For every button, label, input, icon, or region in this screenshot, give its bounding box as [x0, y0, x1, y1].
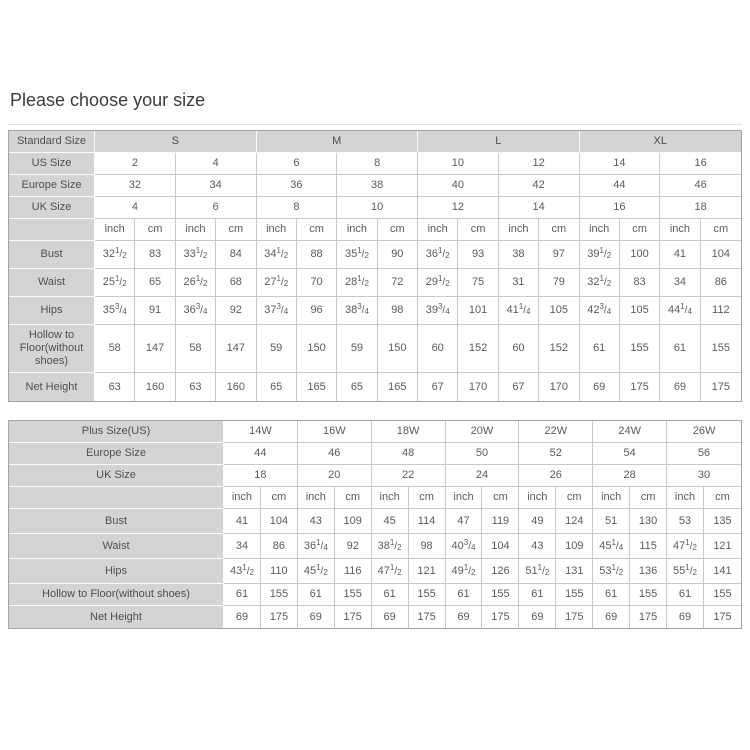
- measure-value-cell: 41$^1$/4: [499, 297, 539, 325]
- size-value-cell: 34: [176, 175, 257, 197]
- measure-value-cell: 136: [630, 559, 667, 584]
- measure-value-cell: 86: [261, 534, 298, 559]
- measure-value-cell: 92: [216, 297, 256, 325]
- size-group-header: L: [418, 131, 580, 153]
- measure-value-cell: 114: [409, 509, 446, 534]
- measure-value-cell: 75: [458, 269, 498, 297]
- measure-value-cell: 90: [378, 241, 418, 269]
- unit-cell: inch: [660, 219, 700, 241]
- standard-size-table-wrapper: [8, 130, 742, 402]
- measure-value-cell: 110: [261, 559, 298, 584]
- measure-value-cell: 96: [297, 297, 337, 325]
- measure-value-cell: 160: [135, 373, 175, 401]
- size-value-cell: 44: [224, 443, 298, 465]
- unit-cell: cm: [458, 219, 498, 241]
- measure-value-cell: 45$^1$/2: [298, 559, 335, 584]
- measure-value-cell: 33$^1$/2: [176, 241, 216, 269]
- page-title: Please choose your size: [10, 90, 206, 110]
- measure-value-cell: 35$^3$/4: [95, 297, 135, 325]
- measure-value-cell: 40$^3$/4: [446, 534, 483, 559]
- row-label: [9, 487, 224, 509]
- measure-value-cell: 109: [556, 534, 593, 559]
- row-label: Hips: [9, 559, 224, 584]
- measure-value-cell: 83: [135, 241, 175, 269]
- measure-value-cell: 35$^1$/2: [337, 241, 377, 269]
- measure-value-cell: 47$^1$/2: [372, 559, 409, 584]
- unit-cell: inch: [580, 219, 620, 241]
- unit-cell: cm: [701, 219, 741, 241]
- measure-value-cell: 155: [620, 325, 660, 373]
- plus-size-table-wrapper: [8, 420, 742, 629]
- measure-value-cell: 175: [261, 606, 298, 628]
- measure-value-cell: 68: [216, 269, 256, 297]
- size-value-cell: 42: [499, 175, 580, 197]
- measure-value-cell: 84: [216, 241, 256, 269]
- measure-value-cell: 70: [297, 269, 337, 297]
- measure-value-cell: 131: [556, 559, 593, 584]
- unit-cell: cm: [482, 487, 519, 509]
- measure-value-cell: 175: [711, 380, 730, 393]
- measure-value-cell: 109: [335, 509, 372, 534]
- unit-cell: inch: [176, 219, 216, 241]
- unit-cell: inch: [337, 219, 377, 241]
- measure-value-cell: 43: [519, 534, 556, 559]
- size-value-cell: 36: [257, 175, 338, 197]
- measure-value-cell: 31: [499, 269, 539, 297]
- unit-cell: inch: [499, 219, 539, 241]
- measure-value-cell: 121: [409, 559, 446, 584]
- measure-value-cell: 86: [701, 269, 741, 297]
- measure-value-cell: 130: [630, 509, 667, 534]
- size-value-cell: 10: [418, 153, 499, 175]
- size-value-cell: 40: [418, 175, 499, 197]
- size-value-cell: 12: [499, 153, 580, 175]
- measure-value-cell: 43$^1$/2: [224, 559, 261, 584]
- unit-cell: inch: [519, 487, 556, 509]
- measure-value-cell: 175: [713, 610, 732, 623]
- size-value-cell: 28: [593, 465, 667, 487]
- measure-value-cell: 83: [620, 269, 660, 297]
- row-label: Hollow to Floor(without shoes): [9, 584, 224, 606]
- measure-value-cell: 61: [593, 584, 630, 606]
- size-value-cell: 26W: [667, 421, 741, 443]
- size-value-cell: 16: [580, 197, 661, 219]
- measure-value-cell: 61: [660, 325, 700, 373]
- measure-value-cell: 41: [660, 241, 700, 269]
- unit-cell: inch: [593, 487, 630, 509]
- unit-cell: inch: [298, 487, 335, 509]
- measure-value-cell: 49$^1$/2: [446, 559, 483, 584]
- measure-value-cell: 36$^1$/4: [298, 534, 335, 559]
- unit-cell: inch: [667, 487, 704, 509]
- measure-value-cell: 175: [620, 373, 660, 401]
- measure-value-cell: 38$^1$/2: [372, 534, 409, 559]
- size-value-cell: 24W: [593, 421, 667, 443]
- measure-value-cell: 69: [593, 606, 630, 628]
- size-value-cell: 30: [667, 465, 741, 487]
- measure-value-cell: 175: [630, 606, 667, 628]
- measure-value-cell: 63: [176, 373, 216, 401]
- measure-value-cell: 69: [667, 606, 704, 628]
- unit-cell: inch: [418, 219, 458, 241]
- unit-cell: cm: [704, 487, 741, 509]
- size-value-cell: 20W: [446, 421, 520, 443]
- measure-value-cell: 175: [409, 606, 446, 628]
- size-group-header: XL: [580, 131, 742, 153]
- measure-value-cell: 58: [95, 325, 135, 373]
- measure-value-cell: 61: [224, 584, 261, 606]
- measure-value-cell: 175: [335, 606, 372, 628]
- measure-value-cell: 26$^1$/2: [176, 269, 216, 297]
- size-value-cell: 20: [298, 465, 372, 487]
- measure-value-cell: 126: [482, 559, 519, 584]
- measure-value-cell: 60: [499, 325, 539, 373]
- measure-value-cell: 51: [593, 509, 630, 534]
- size-value-cell: 18: [224, 465, 298, 487]
- measure-value-cell: 97: [539, 241, 579, 269]
- size-value-cell: 46: [660, 175, 741, 197]
- measure-value-cell: 61: [667, 584, 704, 606]
- measure-value-cell: 53$^1$/2: [593, 559, 630, 584]
- size-value-cell: 8: [337, 153, 418, 175]
- measure-value-cell: 175: [482, 606, 519, 628]
- size-value-cell: 26: [519, 465, 593, 487]
- size-value-cell: 48: [372, 443, 446, 465]
- size-value-cell: 16W: [298, 421, 372, 443]
- measure-value-cell: 79: [539, 269, 579, 297]
- unit-cell: cm: [378, 219, 418, 241]
- measure-value-cell: 39$^3$/4: [418, 297, 458, 325]
- size-group-header: S: [95, 131, 257, 153]
- measure-value-cell: 41: [224, 509, 261, 534]
- measure-value-cell: 34: [660, 269, 700, 297]
- measure-value-cell: 34: [224, 534, 261, 559]
- unit-cell: inch: [95, 219, 135, 241]
- measure-value-cell: 61: [298, 584, 335, 606]
- measure-value-cell: 65: [337, 373, 377, 401]
- measure-value-cell: 61: [580, 325, 620, 373]
- measure-value-cell: 38: [499, 241, 539, 269]
- measure-value-cell: 34$^1$/2: [257, 241, 297, 269]
- measure-value-cell: 69: [372, 606, 409, 628]
- measure-value-cell: 105: [620, 297, 660, 325]
- row-label: Plus Size(US): [9, 421, 224, 443]
- size-value-cell: 18: [660, 197, 741, 219]
- size-value-cell: 2: [95, 153, 176, 175]
- measure-value-cell: 67: [418, 373, 458, 401]
- size-value-cell: 38: [337, 175, 418, 197]
- size-value-cell: 4: [95, 197, 176, 219]
- measure-value-cell: 72: [378, 269, 418, 297]
- measure-value-cell: 150: [378, 325, 418, 373]
- title-divider: [8, 124, 742, 125]
- unit-cell: inch: [372, 487, 409, 509]
- measure-value-cell: 44$^1$/4: [660, 297, 700, 325]
- size-value-cell: 10: [337, 197, 418, 219]
- measure-value-cell: 170: [539, 373, 579, 401]
- measure-value-cell: 47$^1$/2: [667, 534, 704, 559]
- measure-value-cell: 32$^1$/2: [95, 241, 135, 269]
- size-value-cell: 6: [257, 153, 338, 175]
- measure-value-cell: 155: [482, 584, 519, 606]
- measure-value-cell: 98: [378, 297, 418, 325]
- measure-value-cell: 155: [556, 584, 593, 606]
- unit-cell: cm: [409, 487, 446, 509]
- measure-value-cell: 170: [458, 373, 498, 401]
- row-label: [9, 219, 95, 241]
- size-value-cell: 12: [418, 197, 499, 219]
- measure-value-cell: 112: [701, 297, 741, 325]
- row-label: Hips: [9, 297, 95, 325]
- measure-value-cell: 141: [704, 559, 741, 584]
- measure-value-cell: 147: [216, 325, 256, 373]
- measure-value-cell: 61: [446, 584, 483, 606]
- size-value-cell: 18W: [372, 421, 446, 443]
- unit-cell: cm: [556, 487, 593, 509]
- measure-value-cell: 155: [704, 584, 741, 606]
- measure-value-cell: 121: [704, 534, 741, 559]
- measure-value-cell: 152: [458, 325, 498, 373]
- measure-value-cell: 45: [372, 509, 409, 534]
- unit-cell: inch: [257, 219, 297, 241]
- measure-value-cell: 155: [701, 325, 741, 373]
- size-value-cell: 50: [446, 443, 520, 465]
- measure-value-cell: 61: [519, 584, 556, 606]
- size-value-cell: 22W: [519, 421, 593, 443]
- unit-cell: inch: [446, 487, 483, 509]
- standard-size-table: [9, 131, 741, 401]
- measure-value-cell: 65: [135, 269, 175, 297]
- measure-value-cell: 155: [261, 584, 298, 606]
- measure-value-cell: 39$^1$/2: [580, 241, 620, 269]
- size-value-cell: 44: [580, 175, 661, 197]
- row-label: Net Height: [9, 373, 95, 401]
- measure-value-cell: 61: [372, 584, 409, 606]
- measure-value-cell: 60: [418, 325, 458, 373]
- measure-value-cell: 51$^1$/2: [519, 559, 556, 584]
- measure-value-cell: 69: [660, 373, 700, 401]
- measure-value-cell: 100: [620, 241, 660, 269]
- size-value-cell: 14: [580, 153, 661, 175]
- measure-value-cell: 155: [630, 584, 667, 606]
- measure-value-cell: 25$^1$/2: [95, 269, 135, 297]
- measure-value-cell: 155: [409, 584, 446, 606]
- unit-cell: cm: [297, 219, 337, 241]
- measure-value-cell: 43: [298, 509, 335, 534]
- measure-value-cell: 67: [499, 373, 539, 401]
- size-value-cell: 52: [519, 443, 593, 465]
- unit-cell: cm: [630, 487, 667, 509]
- measure-value-cell: 29$^1$/2: [418, 269, 458, 297]
- measure-value-cell: 124: [556, 509, 593, 534]
- measure-value-cell: 42$^3$/4: [580, 297, 620, 325]
- measure-value-cell: 47: [446, 509, 483, 534]
- row-label: Waist: [9, 534, 224, 559]
- measure-value-cell: 69: [580, 373, 620, 401]
- measure-value-cell: 150: [297, 325, 337, 373]
- size-value-cell: 32: [95, 175, 176, 197]
- size-value-cell: 56: [667, 443, 741, 465]
- measure-value-cell: 101: [458, 297, 498, 325]
- measure-value-cell: 69: [224, 606, 261, 628]
- measure-value-cell: 27$^1$/2: [257, 269, 297, 297]
- size-value-cell: 14: [499, 197, 580, 219]
- row-label: Standard Size: [9, 131, 95, 153]
- size-value-cell: 16: [660, 153, 741, 175]
- measure-value-cell: 38$^3$/4: [337, 297, 377, 325]
- measure-value-cell: 37$^3$/4: [257, 297, 297, 325]
- measure-value-cell: 104: [261, 509, 298, 534]
- size-value-cell: 24: [446, 465, 520, 487]
- size-value-cell: 54: [593, 443, 667, 465]
- measure-value-cell: 135: [704, 509, 741, 534]
- unit-cell: cm: [261, 487, 298, 509]
- measure-value-cell: 28$^1$/2: [337, 269, 377, 297]
- measure-value-cell: 147: [135, 325, 175, 373]
- measure-value-cell: 116: [335, 559, 372, 584]
- row-label: UK Size: [9, 197, 95, 219]
- measure-value-cell: 165: [378, 373, 418, 401]
- row-label: Hollow to Floor(without shoes): [9, 325, 95, 373]
- measure-value-cell: 155: [335, 584, 372, 606]
- measure-value-cell: 69: [446, 606, 483, 628]
- measure-value-cell: 45$^1$/4: [593, 534, 630, 559]
- unit-cell: cm: [620, 219, 660, 241]
- measure-value-cell: 105: [539, 297, 579, 325]
- unit-cell: cm: [335, 487, 372, 509]
- measure-value-cell: 104: [482, 534, 519, 559]
- unit-cell: cm: [135, 219, 175, 241]
- unit-cell: inch: [224, 487, 261, 509]
- size-value-cell: 4: [176, 153, 257, 175]
- size-group-header: M: [257, 131, 419, 153]
- measure-value-cell: 98: [409, 534, 446, 559]
- row-label: Bust: [9, 241, 95, 269]
- measure-value-cell: 119: [482, 509, 519, 534]
- size-value-cell: 14W: [224, 421, 298, 443]
- size-value-cell: 6: [176, 197, 257, 219]
- measure-value-cell: 115: [630, 534, 667, 559]
- row-label: Waist: [9, 269, 95, 297]
- measure-value-cell: 69: [298, 606, 335, 628]
- measure-value-cell: 59: [257, 325, 297, 373]
- measure-value-cell: 69: [519, 606, 556, 628]
- row-label: Europe Size: [9, 175, 95, 197]
- measure-value-cell: 63: [95, 373, 135, 401]
- plus-size-table: [9, 421, 741, 628]
- measure-value-cell: 55$^1$/2: [667, 559, 704, 584]
- measure-value-cell: 49: [519, 509, 556, 534]
- row-label: Europe Size: [9, 443, 224, 465]
- measure-value-cell: 65: [257, 373, 297, 401]
- size-value-cell: 22: [372, 465, 446, 487]
- measure-value-cell: 93: [458, 241, 498, 269]
- measure-value-cell: 58: [176, 325, 216, 373]
- measure-value-cell: 160: [216, 373, 256, 401]
- row-label: US Size: [9, 153, 95, 175]
- row-label: UK Size: [9, 465, 224, 487]
- measure-value-cell: 36$^3$/4: [176, 297, 216, 325]
- measure-value-cell: 59: [337, 325, 377, 373]
- measure-value-cell: 88: [297, 241, 337, 269]
- measure-value-cell: 36$^1$/2: [418, 241, 458, 269]
- row-label: Bust: [9, 509, 224, 534]
- measure-value-cell: 152: [539, 325, 579, 373]
- measure-value-cell: 175: [556, 606, 593, 628]
- measure-value-cell: 92: [335, 534, 372, 559]
- unit-cell: cm: [539, 219, 579, 241]
- measure-value-cell: 91: [135, 297, 175, 325]
- row-label: Net Height: [9, 606, 224, 628]
- measure-value-cell: 53: [667, 509, 704, 534]
- size-value-cell: 8: [257, 197, 338, 219]
- measure-value-cell: 165: [297, 373, 337, 401]
- measure-value-cell: 32$^1$/2: [580, 269, 620, 297]
- size-value-cell: 46: [298, 443, 372, 465]
- measure-value-cell: 104: [701, 241, 741, 269]
- unit-cell: cm: [216, 219, 256, 241]
